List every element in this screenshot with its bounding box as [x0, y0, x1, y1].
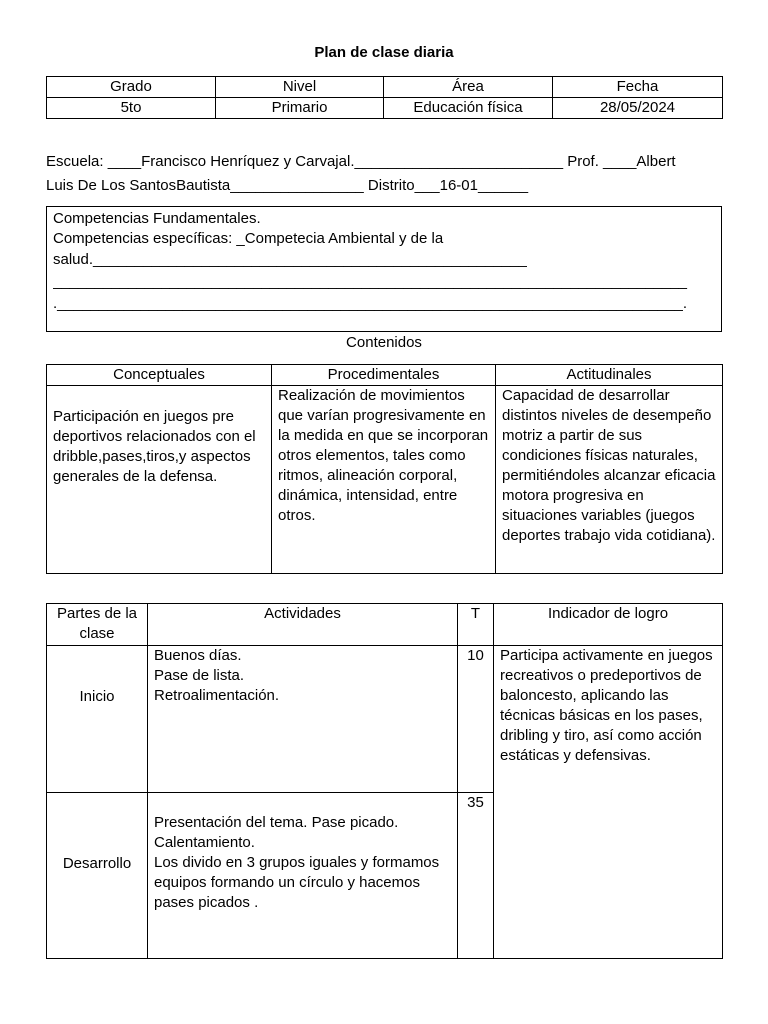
value-area: Educación física [384, 98, 553, 119]
part-inicio: Inicio [47, 646, 148, 793]
value-fecha: 28/05/2024 [553, 98, 723, 119]
procedimentales-cell: Realización de movimientos que varían progresivamente en la medida en que se incorporan otros elementos, tales como ritmos, alineación corporal, dinámica, intensidad, entre otros. [272, 386, 496, 574]
competencias-especificas: Competencias específicas: _Competecia Ambiental y de la [53, 230, 444, 247]
actitudinales-cell: Capacidad de desarrollar distintos niveles de desempeño motriz a partir de sus condiciones físicas naturales, permitiéndoles alcanzar eficacia motora progresiva en situaciones variables (juegos deportes trabajo vida cotidiana). [496, 386, 723, 574]
header-conceptuales: Conceptuales [47, 365, 272, 386]
inicio-activity-2: Pase de lista. [154, 667, 245, 684]
desarrollo-time: 35 [458, 793, 494, 959]
competencias-line-4: ____________________________________________________________________________ [53, 273, 688, 290]
header-nivel: Nivel [216, 77, 384, 98]
indicador-cell: Participa activamente en juegos recreativos o predeportivos de baloncesto, aplicando las técnicas básicas en los pases, dribling y tiro, así como acción estáticas y defensivas. [494, 646, 723, 959]
inicio-activities [148, 646, 458, 793]
desarrollo-activity-2: Calentamiento. [154, 834, 255, 851]
desarrollo-activity-1: Presentación del tema. Pase picado. [154, 814, 399, 831]
info-table [46, 76, 723, 119]
header-actitudinales: Actitudinales [496, 365, 723, 386]
value-grado: 5to [47, 98, 216, 119]
competencias-box [46, 206, 722, 332]
desarrollo-activity-3: Los divido en 3 grupos iguales y formamos equipos formando un círculo y hacemos pases picados . [154, 854, 440, 911]
inicio-time: 10 [458, 646, 494, 793]
page-title: Plan de clase diaria [314, 44, 454, 61]
school-line-1: Escuela: ____Francisco Henríquez y Carvajal._________________________ Prof. ____Albert [46, 153, 676, 170]
competencias-fundamentales: Competencias Fundamentales. [53, 210, 261, 227]
header-grado: Grado [47, 77, 216, 98]
header-actividades: Actividades [148, 604, 458, 646]
contenidos-table [46, 364, 723, 574]
inicio-activity-1: Buenos días. [154, 647, 242, 664]
part-desarrollo: Desarrollo [47, 793, 148, 959]
plan-table [46, 603, 723, 959]
header-t: T [458, 604, 494, 646]
desarrollo-activities [148, 793, 458, 959]
contenidos-title: Contenidos [346, 334, 422, 351]
school-line-2: Luis De Los SantosBautista________________ Distrito___16-01______ [46, 177, 529, 194]
header-indicador: Indicador de logro [494, 604, 723, 646]
conceptuales-cell: Participación en juegos pre deportivos relacionados con el dribble,pases,tiros,y aspectos generales de la defensa. [47, 386, 272, 574]
value-nivel: Primario [216, 98, 384, 119]
competencias-line-5: .___________________________________________________________________________. [53, 295, 688, 312]
header-area: Área [384, 77, 553, 98]
header-fecha: Fecha [553, 77, 723, 98]
header-partes: Partes de la clase [47, 604, 148, 646]
competencias-line-3: salud.____________________________________________________ [53, 251, 527, 268]
header-procedimentales: Procedimentales [272, 365, 496, 386]
inicio-activity-3: Retroalimentación. [154, 687, 280, 704]
